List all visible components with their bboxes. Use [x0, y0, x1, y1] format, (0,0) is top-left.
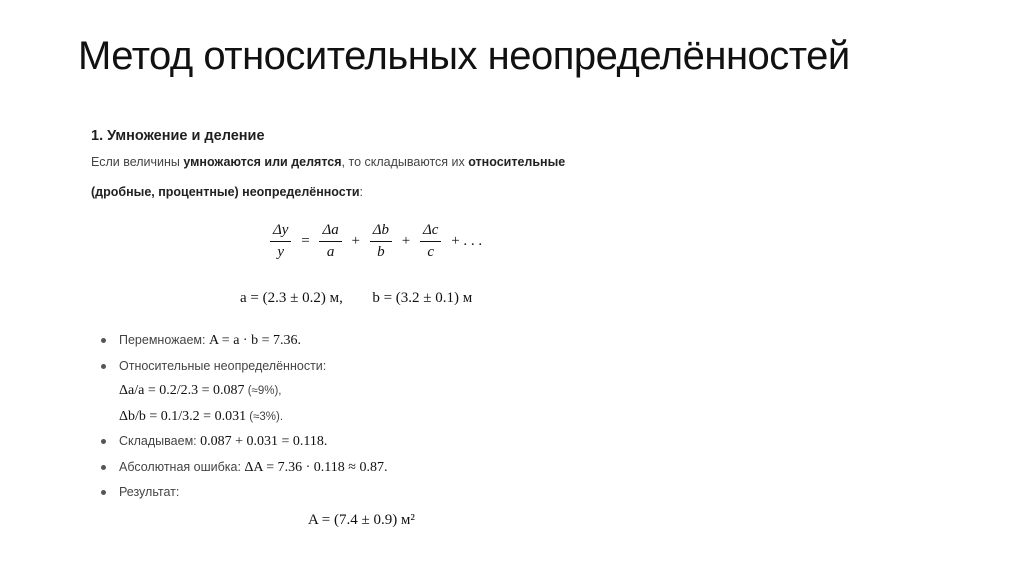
step-math: Δb/b = 0.1/3.2 = 0.031 — [119, 408, 247, 424]
step-math: 0.087 + 0.031 = 0.118. — [200, 434, 328, 449]
intro-text-2: , то складываются их — [341, 155, 469, 169]
intro-text-3: : — [359, 185, 364, 199]
fraction-dc-c — [420, 222, 441, 261]
step-math: A = a · b = 7.36. — [208, 333, 301, 348]
given-a: a = (2.3 ± 0.2) м, — [240, 290, 343, 306]
fraction-da-a — [319, 222, 341, 261]
section-heading: 1. Умножение и деление — [91, 128, 265, 144]
step-label: Относительные неопределённости: — [119, 358, 327, 373]
intro-paragraph — [91, 147, 651, 207]
step-math: ΔA = 7.36 · 0.118 ≈ 0.87. — [244, 459, 388, 475]
fraction-db-b — [370, 222, 392, 261]
fraction-numerator: Δc — [420, 222, 441, 242]
list-item — [100, 429, 620, 455]
step-label: Абсолютная ошибка: — [119, 459, 245, 474]
steps-list — [100, 328, 620, 505]
intro-bold-1: умножаются или делятся — [183, 155, 342, 169]
fraction-denominator: b — [377, 244, 385, 260]
step-label: Результат: — [119, 485, 180, 499]
fraction-numerator: Δy — [270, 222, 291, 242]
step-label: Перемножаем: — [119, 333, 209, 347]
fraction-numerator: Δa — [319, 222, 341, 242]
list-item — [100, 328, 620, 354]
slide-title: Метод относительных неопределённостей — [78, 34, 850, 78]
given-values — [240, 290, 472, 307]
fraction-denominator: a — [326, 244, 335, 260]
fraction-numerator: Δb — [370, 222, 392, 242]
given-b: b = (3.2 ± 0.1) м — [372, 290, 473, 306]
step-note: (≈3%). — [246, 410, 284, 423]
ellipsis-term: + . . . — [451, 233, 483, 249]
fraction-dy-y — [270, 222, 291, 261]
main-formula — [268, 222, 486, 261]
fraction-denominator: c — [427, 244, 435, 260]
equals-sign: = — [301, 233, 310, 249]
content-block — [91, 128, 651, 207]
list-item — [100, 455, 620, 481]
intro-text-1: Если величины — [91, 155, 184, 169]
step-note: (≈9%), — [244, 385, 282, 397]
plus-sign: + — [401, 233, 411, 249]
intro-bold-3: (дробные, процентные) неопределённости — [91, 185, 360, 199]
list-item — [100, 480, 620, 505]
intro-bold-2: относительные — [468, 155, 566, 169]
step-label: Складываем: — [119, 434, 201, 448]
result-formula: A = (7.4 ± 0.9) м² — [308, 512, 415, 528]
fraction-denominator: y — [277, 244, 285, 260]
step-math: Δa/a = 0.2/2.3 = 0.087 — [119, 383, 245, 398]
plus-sign: + — [351, 233, 360, 249]
list-item — [100, 354, 620, 430]
